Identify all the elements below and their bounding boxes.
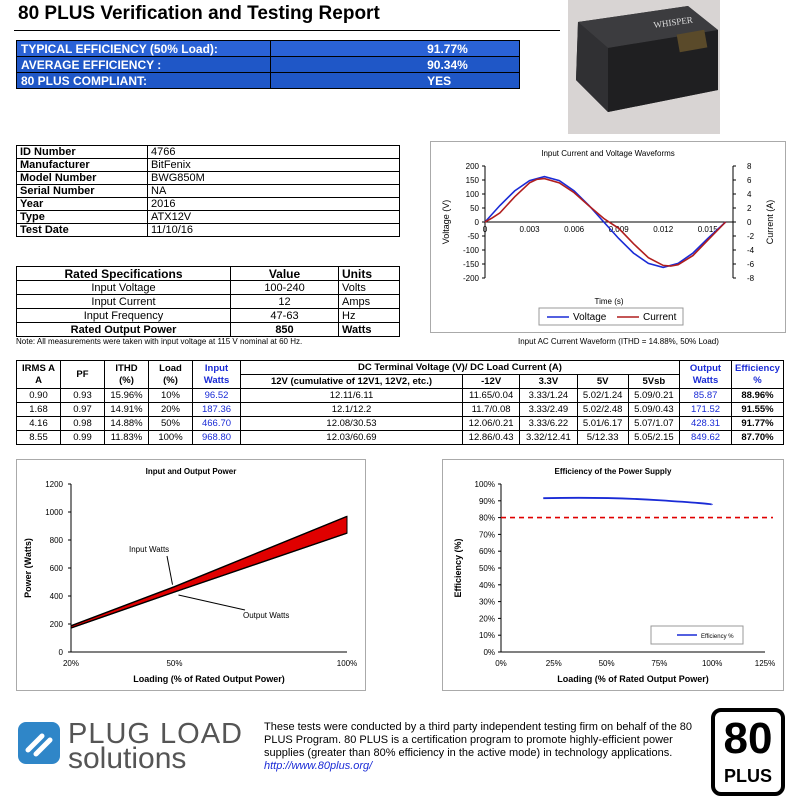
chart-title: Efficiency of the Power Supply: [554, 467, 672, 476]
logo-text-line1: PLUG LOAD: [68, 718, 243, 750]
efficiency-chart: [442, 459, 784, 691]
table-cell: 5.09/0.43: [628, 403, 679, 417]
table-row: [17, 417, 784, 431]
spec-value: 47-63: [231, 309, 339, 323]
info-label: Test Date: [17, 224, 148, 237]
table-cell: 88.96%: [732, 389, 784, 403]
y-tick-label: 30%: [478, 597, 495, 607]
table-cell: 5.02/1.24: [577, 389, 628, 403]
info-value: ATX12V: [148, 211, 400, 224]
dc-measurements-table: [16, 360, 784, 445]
y-tick-label: 20%: [478, 614, 495, 624]
y-tick-label: 0%: [483, 648, 495, 657]
table-cell: 1.68: [17, 403, 61, 417]
table-row: [17, 295, 400, 309]
col-header-5v: 5V: [577, 375, 628, 389]
info-label: Type: [17, 211, 148, 224]
y-tick-label: -100: [462, 246, 479, 255]
table-cell: 50%: [149, 417, 193, 431]
annotation-arrow: [179, 595, 246, 610]
title-divider: [14, 30, 560, 31]
photo-brand-label: WHISPER: [652, 14, 694, 30]
80-plus-badge: [711, 708, 785, 796]
table-cell: 5.07/1.07: [628, 417, 679, 431]
product-photo: [568, 0, 720, 134]
legend-label: Efficiency %: [701, 634, 734, 640]
table-cell: 12.08/30.53: [241, 417, 463, 431]
table-cell: 0.93: [61, 389, 105, 403]
col-header: Units: [339, 267, 400, 281]
table-cell: 12.03/60.69: [241, 431, 463, 445]
header-text: IRMS A: [22, 362, 55, 374]
spec-value: 12: [231, 295, 339, 309]
table-cell: 20%: [149, 403, 193, 417]
y-axis-label: Voltage (V): [441, 199, 451, 245]
y-tick-label: -200: [462, 274, 479, 283]
table-cell: 0.99: [61, 431, 105, 445]
product-info-table: [16, 145, 400, 237]
badge-text: PLUS: [723, 766, 772, 786]
table-cell: 12.11/6.11: [241, 389, 463, 403]
table-cell: 5.09/0.21: [628, 389, 679, 403]
col-header-5vsb: 5Vsb: [628, 375, 679, 389]
y-tick-label: -150: [462, 260, 479, 269]
y-tick-label: 150: [465, 176, 479, 185]
x-axis-label: Time (s): [594, 297, 624, 306]
y-tick-label: 90%: [478, 496, 495, 506]
summary-value: YES: [271, 73, 520, 89]
table-cell: 8.55: [17, 431, 61, 445]
annotation-output-watts: Output Watts: [243, 611, 290, 620]
series-line-efficiency: [543, 498, 712, 505]
table-cell: 96.52: [193, 389, 241, 403]
info-label: Serial Number: [17, 185, 148, 198]
info-value: BWG850M: [148, 172, 400, 185]
waveform-caption: Input AC Current Waveform (ITHD = 14.88%, 50% Load): [518, 337, 719, 346]
col-header-load: Load (%): [149, 361, 193, 389]
power-chart: [16, 459, 366, 691]
y-tick-label: 10%: [478, 631, 495, 641]
table-cell: 0.97: [61, 403, 105, 417]
spec-value: 100-240: [231, 281, 339, 295]
table-row: [17, 198, 400, 211]
chart-title: Input Current and Voltage Waveforms: [541, 149, 675, 158]
table-row: [17, 403, 784, 417]
legend-label: Voltage: [573, 312, 607, 323]
y-tick-label: 600: [49, 564, 63, 573]
summary-label: AVERAGE EFFICIENCY :: [17, 57, 271, 73]
table-cell: 0.98: [61, 417, 105, 431]
table-cell: 12.06/0.21: [463, 417, 520, 431]
table-cell: 428.31: [680, 417, 732, 431]
rated-specs-table: [16, 266, 400, 337]
chart-title: Input and Output Power: [145, 467, 237, 476]
table-row: [17, 431, 784, 445]
table-cell: 0.90: [17, 389, 61, 403]
table-cell: 3.33/6.22: [520, 417, 577, 431]
table-cell: 11.83%: [105, 431, 149, 445]
x-tick-label: 0.006: [564, 225, 585, 234]
table-row: [17, 185, 400, 198]
x-tick-label: 100%: [336, 659, 358, 668]
annotation-arrow: [167, 556, 173, 585]
col-header: Value: [231, 267, 339, 281]
plug-load-logo-icon: [16, 720, 62, 766]
y2-tick-label: 8: [747, 162, 752, 171]
spec-name: Rated Output Power: [17, 323, 231, 337]
power-supply-image: [568, 0, 720, 134]
table-cell: 15.96%: [105, 389, 149, 403]
disclaimer-text: [264, 721, 704, 773]
table-cell: 3.33/1.24: [520, 389, 577, 403]
spec-name: Input Frequency: [17, 309, 231, 323]
y-tick-label: 70%: [478, 530, 495, 540]
y2-tick-label: 4: [747, 190, 752, 199]
y-tick-label: 100%: [474, 480, 495, 489]
efficiency-chart-svg: [443, 460, 783, 690]
table-cell: 12.86/0.43: [463, 431, 520, 445]
summary-label: TYPICAL EFFICIENCY (50% Load):: [17, 41, 271, 57]
x-tick-label: 0.015: [697, 225, 718, 234]
power-chart-svg: [17, 460, 365, 690]
table-cell: 85.87: [680, 389, 732, 403]
table-header-row: [17, 361, 784, 375]
x-tick-label: 50%: [598, 659, 615, 668]
y2-tick-label: -4: [747, 246, 755, 255]
table-row: [17, 159, 400, 172]
y-tick-label: 100: [465, 190, 479, 199]
y-tick-label: 1000: [45, 508, 63, 517]
summary-label: 80 PLUS COMPLIANT:: [17, 73, 271, 89]
table-cell: 14.91%: [105, 403, 149, 417]
col-header-33v: 3.3V: [520, 375, 577, 389]
col-header-pf: PF: [61, 361, 105, 389]
x-tick-label: 20%: [62, 659, 80, 668]
table-row: [17, 281, 400, 295]
table-cell: 849.62: [680, 431, 732, 445]
y-tick-label: 40%: [478, 580, 495, 590]
summary-table: [16, 40, 520, 89]
table-cell: 3.32/12.41: [520, 431, 577, 445]
info-value: NA: [148, 185, 400, 198]
header-text: A: [35, 374, 42, 386]
table-cell: 87.70%: [732, 431, 784, 445]
y-tick-label: 0: [474, 218, 479, 227]
info-label: Manufacturer: [17, 159, 148, 172]
x-axis-label: Loading (% of Rated Output Power): [557, 674, 709, 684]
report-title: 80 PLUS Verification and Testing Report: [18, 3, 380, 24]
x-tick-label: 100%: [701, 659, 723, 668]
summary-row: [17, 73, 520, 89]
col-header-ithd: ITHD (%): [105, 361, 149, 389]
table-cell: 11.65/0.04: [463, 389, 520, 403]
y-tick-label: 800: [49, 536, 63, 545]
table-header-row: [17, 267, 400, 281]
col-header-12v: 12V (cumulative of 12V1, 12V2, etc.): [241, 375, 463, 389]
series-line-input-watts: [71, 516, 347, 625]
table-cell: 5.05/2.15: [628, 431, 679, 445]
y-tick-label: 1200: [45, 480, 63, 489]
table-cell: 5.02/2.48: [577, 403, 628, 417]
y-tick-label: 400: [49, 592, 63, 601]
annotation-input-watts: Input Watts: [129, 545, 170, 554]
table-cell: 968.80: [193, 431, 241, 445]
table-cell: 91.77%: [732, 417, 784, 431]
table-row: [17, 172, 400, 185]
x-tick-label: 50%: [166, 659, 183, 668]
table-cell: 5/12.33: [577, 431, 628, 445]
x-axis-label: Loading (% of Rated Output Power): [133, 674, 285, 684]
dc-table-body: [17, 389, 784, 445]
col-header-efficiency: Efficiency %: [732, 361, 784, 389]
series-line-output-watts: [71, 533, 347, 628]
badge-number: 80: [723, 714, 773, 763]
table-cell: 100%: [149, 431, 193, 445]
spec-value: 850: [231, 323, 339, 337]
table-cell: 14.88%: [105, 417, 149, 431]
table-cell: 91.55%: [732, 403, 784, 417]
y-tick-label: 50: [470, 204, 479, 213]
y2-tick-label: -8: [747, 274, 755, 283]
table-cell: 5.01/6.17: [577, 417, 628, 431]
x-tick-label: 0.012: [653, 225, 674, 234]
spec-name: Input Voltage: [17, 281, 231, 295]
x-tick-label: 0%: [495, 659, 507, 668]
summary-row: [17, 41, 520, 57]
y2-tick-label: -2: [747, 232, 755, 241]
table-cell: 4.16: [17, 417, 61, 431]
spec-unit: Amps: [339, 295, 400, 309]
info-label: Model Number: [17, 172, 148, 185]
y-tick-label: -50: [467, 232, 479, 241]
legend-label: Current: [643, 312, 677, 323]
summary-value: 90.34%: [271, 57, 520, 73]
spec-name: Input Current: [17, 295, 231, 309]
table-cell: 171.52: [680, 403, 732, 417]
info-label: Year: [17, 198, 148, 211]
y-tick-label: 60%: [478, 547, 495, 557]
measurement-note: Note: All measurements were taken with input voltage at 115 V nominal at 60 Hz.: [16, 337, 303, 346]
table-cell: 11.7/0.08: [463, 403, 520, 417]
x-tick-label: 0.003: [519, 225, 540, 234]
y-tick-label: 200: [465, 162, 479, 171]
info-value: 2016: [148, 198, 400, 211]
col-header-input-watts: Input Watts: [193, 361, 241, 389]
table-cell: 187.36: [193, 403, 241, 417]
info-value: 4766: [148, 146, 400, 159]
table-row: [17, 146, 400, 159]
table-row: [17, 309, 400, 323]
col-header-m12v: -12V: [463, 375, 520, 389]
y-tick-label: 0: [58, 648, 63, 657]
table-row: [17, 323, 400, 337]
disclaimer-body: These tests were conducted by a third party independent testing firm on behalf of the 80 PLUS Program. 80 PLUS is a certification program to promote highly-efficient power supplies (greater than 80% efficiency in the active mode) in technology applications.: [264, 721, 693, 759]
logo-text-line2: solutions: [68, 742, 187, 775]
x-tick-label: 125%: [754, 659, 776, 668]
table-cell: 10%: [149, 389, 193, 403]
x-tick-label: 0.009: [608, 225, 629, 234]
col-header-output-watts: Output Watts: [680, 361, 732, 389]
spec-unit: Hz: [339, 309, 400, 323]
spec-unit: Watts: [339, 323, 400, 337]
table-cell: 12.1/12.2: [241, 403, 463, 417]
y-tick-label: 200: [49, 620, 63, 629]
summary-value: 91.77%: [271, 41, 520, 57]
info-value: BitFenix: [148, 159, 400, 172]
table-row: [17, 211, 400, 224]
y-axis-label: Power (Watts): [23, 538, 33, 598]
y-axis-label: Efficiency (%): [453, 538, 463, 598]
col-header-irms: [17, 361, 61, 389]
table-cell: 466.70: [193, 417, 241, 431]
y-tick-label: 50%: [478, 564, 495, 573]
y-tick-label: 80%: [478, 513, 495, 523]
waveform-chart: [430, 141, 786, 333]
col-header: Rated Specifications: [17, 267, 231, 281]
x-tick-label: 75%: [651, 659, 668, 668]
y2-axis-label: Current (A): [765, 199, 775, 245]
y2-tick-label: -6: [747, 260, 755, 269]
info-label: ID Number: [17, 146, 148, 159]
table-cell: 3.33/2.49: [520, 403, 577, 417]
table-row: [17, 389, 784, 403]
table-row: [17, 224, 400, 237]
y2-tick-label: 0: [747, 218, 752, 227]
col-header-dc-group: DC Terminal Voltage (V)/ DC Load Current (A): [241, 361, 680, 375]
y2-tick-label: 6: [747, 176, 752, 185]
x-tick-label: 25%: [545, 659, 562, 668]
info-value: 11/10/16: [148, 224, 400, 237]
summary-row: [17, 57, 520, 73]
x-tick-label: 0: [482, 225, 488, 234]
spec-unit: Volts: [339, 281, 400, 295]
waveform-chart-svg: [431, 142, 785, 332]
y2-tick-label: 2: [747, 204, 752, 213]
website-link[interactable]: http://www.80plus.org/: [264, 760, 373, 772]
